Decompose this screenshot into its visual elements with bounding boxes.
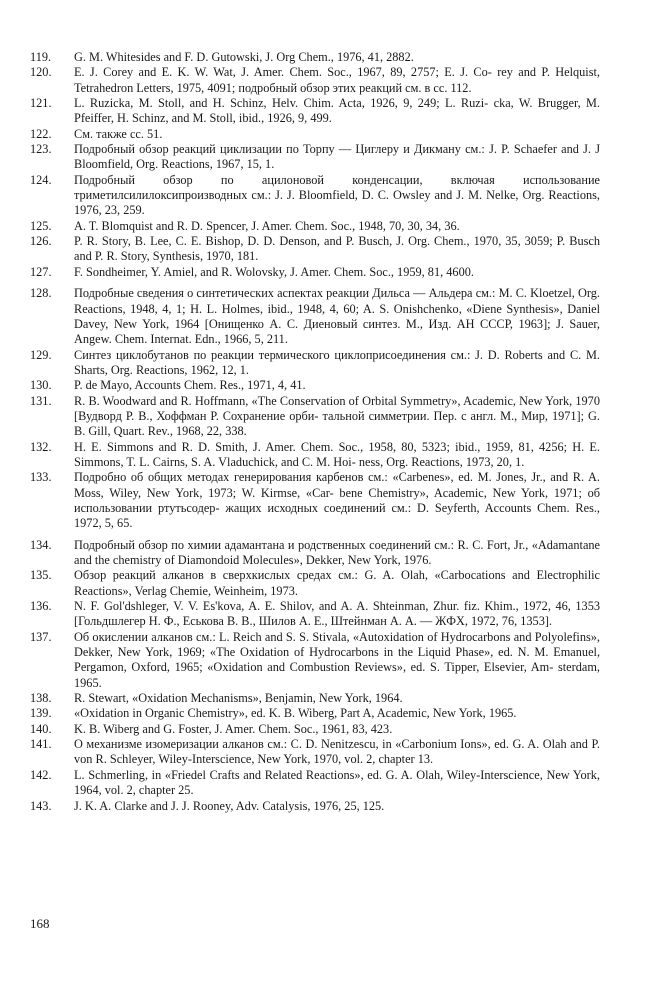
reference-text bbox=[74, 630, 600, 691]
reference-number: 132. bbox=[30, 439, 52, 454]
reference-item bbox=[30, 799, 600, 814]
reference-item bbox=[30, 286, 600, 347]
reference-line: Подробный обзор по химии адамантана и родственных соединений см.: bbox=[74, 537, 455, 552]
reference-number: 130. bbox=[30, 378, 52, 393]
reference-item bbox=[30, 722, 600, 737]
reference-item bbox=[30, 96, 600, 127]
reference-text bbox=[74, 768, 600, 799]
reference-number: 138. bbox=[30, 691, 52, 706]
reference-line: E. J. Corey and E. K. W. Wat, J. Amer. Chem. Soc., 1967, 89, 2757; E. J. Co- bbox=[74, 65, 492, 80]
reference-line: fiz. Khim., 1972, 46, 1353 [Гольдшлегер Н. Ф., Еськова В. В., Шилов А. Е., bbox=[74, 599, 600, 629]
reference-number: 127. bbox=[30, 264, 52, 279]
reference-text bbox=[74, 50, 600, 65]
reference-item bbox=[30, 378, 600, 393]
reference-line: 1968, 22, 338. bbox=[176, 424, 247, 439]
reference-number: 121. bbox=[30, 96, 52, 111]
reference-item bbox=[30, 691, 600, 706]
reference-number: 139. bbox=[30, 706, 52, 721]
reference-number: 126. bbox=[30, 234, 52, 249]
reference-line: Hydrocarbons in the Liquid Phase», ed. N. M. Emanuel, Pergamon, Oxford, bbox=[74, 645, 601, 675]
reference-line: О механизме изомеризации алканов см.: C. D. Nenitzescu, in «Carbonium bbox=[74, 737, 457, 752]
reference-line: Dekker, New York, 1976. bbox=[305, 553, 432, 567]
reference-line: 1970, 35, 3059; P. Busch and P. R. Story, Synthesis, 1970, 181. bbox=[74, 234, 600, 264]
reference-line: «Oxidation in Organic Chemistry», ed. K. B. Wiberg, Part A, Academic, New bbox=[74, 706, 457, 721]
reference-text bbox=[74, 219, 600, 234]
reference-item bbox=[30, 142, 600, 173]
reference-line: жащих исходных соединений см.: D. Seyferth, Accounts Chem. Res., 1972, bbox=[74, 500, 600, 531]
reference-line: L. Schmerling, in «Friedel Crafts and Related Reactions», ed. G. A. Olah, bbox=[74, 767, 444, 782]
reference-text bbox=[74, 440, 600, 471]
reference-line: K. B. Wiberg and G. Foster, J. Amer. Chem. Soc., 1961, 83, 423. bbox=[74, 721, 393, 736]
reference-line: 60; A. S. Onishchenko, «Diene Synthesis», Daniel Davey, New York, 1964 bbox=[74, 301, 601, 331]
reference-line: Подробный обзор реакций циклизации по Торпу — Циглеру и Дикману см.: bbox=[74, 142, 485, 157]
reference-line: ness, Org. Reactions, 1973, 20, 1. bbox=[358, 454, 525, 469]
reference-number: 125. bbox=[30, 218, 52, 233]
reference-item bbox=[30, 440, 600, 471]
reference-item bbox=[30, 630, 600, 691]
reference-number: 131. bbox=[30, 393, 52, 408]
reference-item bbox=[30, 768, 600, 799]
reference-text bbox=[74, 722, 600, 737]
reference-line: Hydrocarbons and Polyolefins», Dekker, New York, 1969; «The Oxidation of bbox=[74, 629, 600, 660]
reference-text bbox=[74, 286, 600, 347]
reference-line: sterdam, 1965. bbox=[74, 660, 600, 690]
reference-number: 134. bbox=[30, 537, 52, 552]
reference-line: L. Ruzicka, M. Stoll, and H. Schinz, Helv. Chim. Acta, 1926, 9, 249; L. Ruzi- bbox=[74, 96, 489, 111]
reference-text bbox=[74, 538, 600, 569]
reference-item bbox=[30, 470, 600, 531]
reference-item bbox=[30, 127, 600, 142]
reference-line: [Онищенко А. С. Диеновый синтез. М., Изд. АН СССР, 1963]; J. Sauer, bbox=[204, 316, 600, 331]
reference-line: H. E. Simmons and R. D. Smith, J. Amer. Chem. Soc., 1958, 80, 5323; ibid., bbox=[74, 439, 481, 454]
reference-item bbox=[30, 737, 600, 768]
reference-item bbox=[30, 265, 600, 280]
reference-text bbox=[74, 142, 600, 173]
reference-item bbox=[30, 706, 600, 721]
reference-line: Angew. Chem. Internat. Edn., 1966, 5, 211. bbox=[74, 332, 288, 347]
reference-line: Обзор реакций алканов в сверхкислых средах см.: G. A. Olah, «Carbocations bbox=[74, 568, 506, 583]
reference-list bbox=[30, 50, 600, 814]
reference-number: 124. bbox=[30, 172, 52, 187]
reference-line: rey and P. Helquist, Tetrahedron Letters, 1975, 4091; подробный обзор этих bbox=[74, 65, 600, 95]
reference-number: 122. bbox=[30, 126, 52, 141]
reference-text bbox=[74, 173, 600, 219]
reference-number: 136. bbox=[30, 599, 52, 614]
reference-text bbox=[74, 65, 600, 96]
reference-line: Штейнман А. А. — ЖФХ, 1972, 76, 1353]. bbox=[330, 614, 553, 629]
reference-line: триметилсилилоксипроизводных см.: J. J. Bloomfield, D. C. Owsley and bbox=[74, 188, 453, 203]
reference-text bbox=[74, 691, 600, 706]
reference-text bbox=[74, 96, 600, 127]
reference-number: 120. bbox=[30, 65, 52, 80]
reference-line: Подробный обзор по ацилоновой конденсации, включая использование bbox=[74, 172, 600, 187]
reference-line: 5, 65. bbox=[104, 516, 133, 531]
reference-line: R. C. Fort, Jr., «Adamantane and the chemistry of Diamondoid Molecules», bbox=[74, 537, 601, 567]
reference-item bbox=[30, 234, 600, 265]
reference-line: J. M. Nelke, Org. Reactions, 1976, 23, 259. bbox=[74, 188, 600, 218]
reference-number: 129. bbox=[30, 347, 52, 362]
reference-number: 128. bbox=[30, 286, 52, 301]
reference-line: 4600. bbox=[446, 264, 474, 279]
reference-line: J. K. A. Clarke and J. J. Rooney, Adv. Catalysis, 1976, 25, 125. bbox=[74, 798, 385, 813]
reference-line: Ions», ed. G. A. Olah and P. von R. Schleyer, Wiley-Interscience, New York, bbox=[74, 737, 600, 767]
reference-line: J. D. Roberts and C. M. Sharts, Org. Reactions, 1962, 12, 1. bbox=[74, 347, 600, 377]
reference-line: Wiley-Interscience, New York, 1964, vol. 2, chapter 25. bbox=[74, 767, 600, 798]
reference-line: G. M. Whitesides and F. D. Gutowski, J. Org Chem., 1976, 41, 2882. bbox=[74, 50, 414, 64]
reference-line: A. T. Blomquist and R. D. Spencer, J. Amer. Chem. Soc., 1948, 70, 30, 34, 36. bbox=[74, 218, 460, 233]
reference-text bbox=[74, 265, 600, 280]
reference-number: 141. bbox=[30, 737, 52, 752]
reference-line: Синтез циклобутанов по реакции термического циклоприсоединения см.: bbox=[74, 347, 471, 362]
reference-line: J. P. Schaefer and J. J Bloomfield, Org. Reactions, 1967, 15, 1. bbox=[74, 142, 601, 172]
reference-number: 123. bbox=[30, 142, 52, 157]
reference-text bbox=[74, 394, 600, 440]
reference-line: ed. M. Jones, Jr., and R. A. Moss, Wiley, New York, 1973; W. Kirmse, «Car- bbox=[74, 470, 601, 500]
reference-number: 143. bbox=[30, 798, 52, 813]
reference-text bbox=[74, 599, 600, 630]
reference-line: 1965; «Oxidation and Combustion Reviews», ed. S. Tipper, Elsevier, Am- bbox=[174, 660, 554, 675]
reference-item bbox=[30, 219, 600, 234]
reference-item bbox=[30, 50, 600, 65]
reference-line: см.: M. C. Kloetzel, Org. Reactions, 1948, 4, 1; H. L. Holmes, ibid., 1948, 4, bbox=[74, 286, 601, 316]
reference-line: bene Chemistry», Academic, New York, 1971; об использовании ртутьсодер- bbox=[74, 485, 600, 515]
reference-text bbox=[74, 706, 600, 721]
reference-line: R. B. Woodward and R. Hoffmann, «The Conservation of Orbital Symmetry», bbox=[74, 393, 461, 408]
reference-line: Подробно об общих методах генерирования карбенов см.: «Carbenes», bbox=[74, 470, 454, 485]
reference-text bbox=[74, 737, 600, 768]
reference-line: P. de Mayo, Accounts Chem. Res., 1971, 4, 41. bbox=[74, 378, 306, 393]
reference-number: 119. bbox=[30, 50, 52, 64]
reference-line: R. Stewart, «Oxidation Mechanisms», Benjamin, New York, 1964. bbox=[74, 691, 403, 706]
reference-line: N. F. Gol'dshleger, V. V. Es'kova, A. E. Shilov, and A. A. Shteinman, Zhur. bbox=[74, 599, 460, 614]
reference-line: реакций см. в сс. 112. bbox=[359, 80, 472, 95]
reference-text bbox=[74, 348, 600, 379]
reference-text bbox=[74, 127, 600, 142]
reference-line: тальной симметрии. Пер. с англ. М., Мир, 1971]; G. B. Gill, Quart. Rev., bbox=[74, 408, 601, 439]
reference-line: 1970, vol. 2, chapter 13. bbox=[313, 752, 434, 767]
reference-line: Об окислении алканов см.: L. Reich and S. S. Stivala, «Autoxidation of bbox=[74, 629, 438, 644]
reference-line: York, 1965. bbox=[458, 706, 517, 721]
reference-line: cka, W. Brugger, M. Pfeiffer, H. Schinz, and M. Stoll, ibid., 1926, 9, 499. bbox=[74, 96, 601, 126]
reference-text bbox=[74, 470, 600, 531]
reference-number: 142. bbox=[30, 767, 52, 782]
reference-item bbox=[30, 568, 600, 599]
reference-line: P. R. Story, B. Lee, C. E. Bishop, D. D. Denson, and P. Busch, J. Org. Chem., bbox=[74, 234, 470, 249]
reference-item bbox=[30, 65, 600, 96]
reference-item bbox=[30, 538, 600, 569]
reference-line: Подробные сведения о синтетических аспектах реакции Дильса — Альдера bbox=[74, 286, 473, 301]
reference-item bbox=[30, 599, 600, 630]
reference-text bbox=[74, 799, 600, 814]
reference-number: 140. bbox=[30, 721, 52, 736]
reference-line: and Electrophilic Reactions», Verlag Chemie, Weinheim, 1973. bbox=[74, 568, 600, 598]
reference-item bbox=[30, 173, 600, 219]
reference-item bbox=[30, 394, 600, 440]
reference-line: F. Sondheimer, Y. Amiel, and R. Wolovsky, J. Amer. Chem. Soc., 1959, 81, bbox=[74, 264, 444, 279]
reference-number: 135. bbox=[30, 568, 52, 583]
reference-line: 1959, 81, 4256; H. E. Simmons, T. L. Cairns, S. A. Vladuchick, and C. M. Hoi- bbox=[74, 439, 601, 469]
page-number: 168 bbox=[30, 916, 50, 931]
reference-line: Academic, New York, 1970 [Вудворд Р. В., Хоффман Р. Сохранение орби- bbox=[74, 393, 600, 423]
reference-text bbox=[74, 568, 600, 599]
reference-text bbox=[74, 378, 600, 393]
reference-number: 133. bbox=[30, 470, 52, 485]
reference-item bbox=[30, 348, 600, 379]
reference-text bbox=[74, 234, 600, 265]
reference-number: 137. bbox=[30, 629, 52, 644]
reference-line: См. также сс. 51. bbox=[74, 126, 163, 141]
